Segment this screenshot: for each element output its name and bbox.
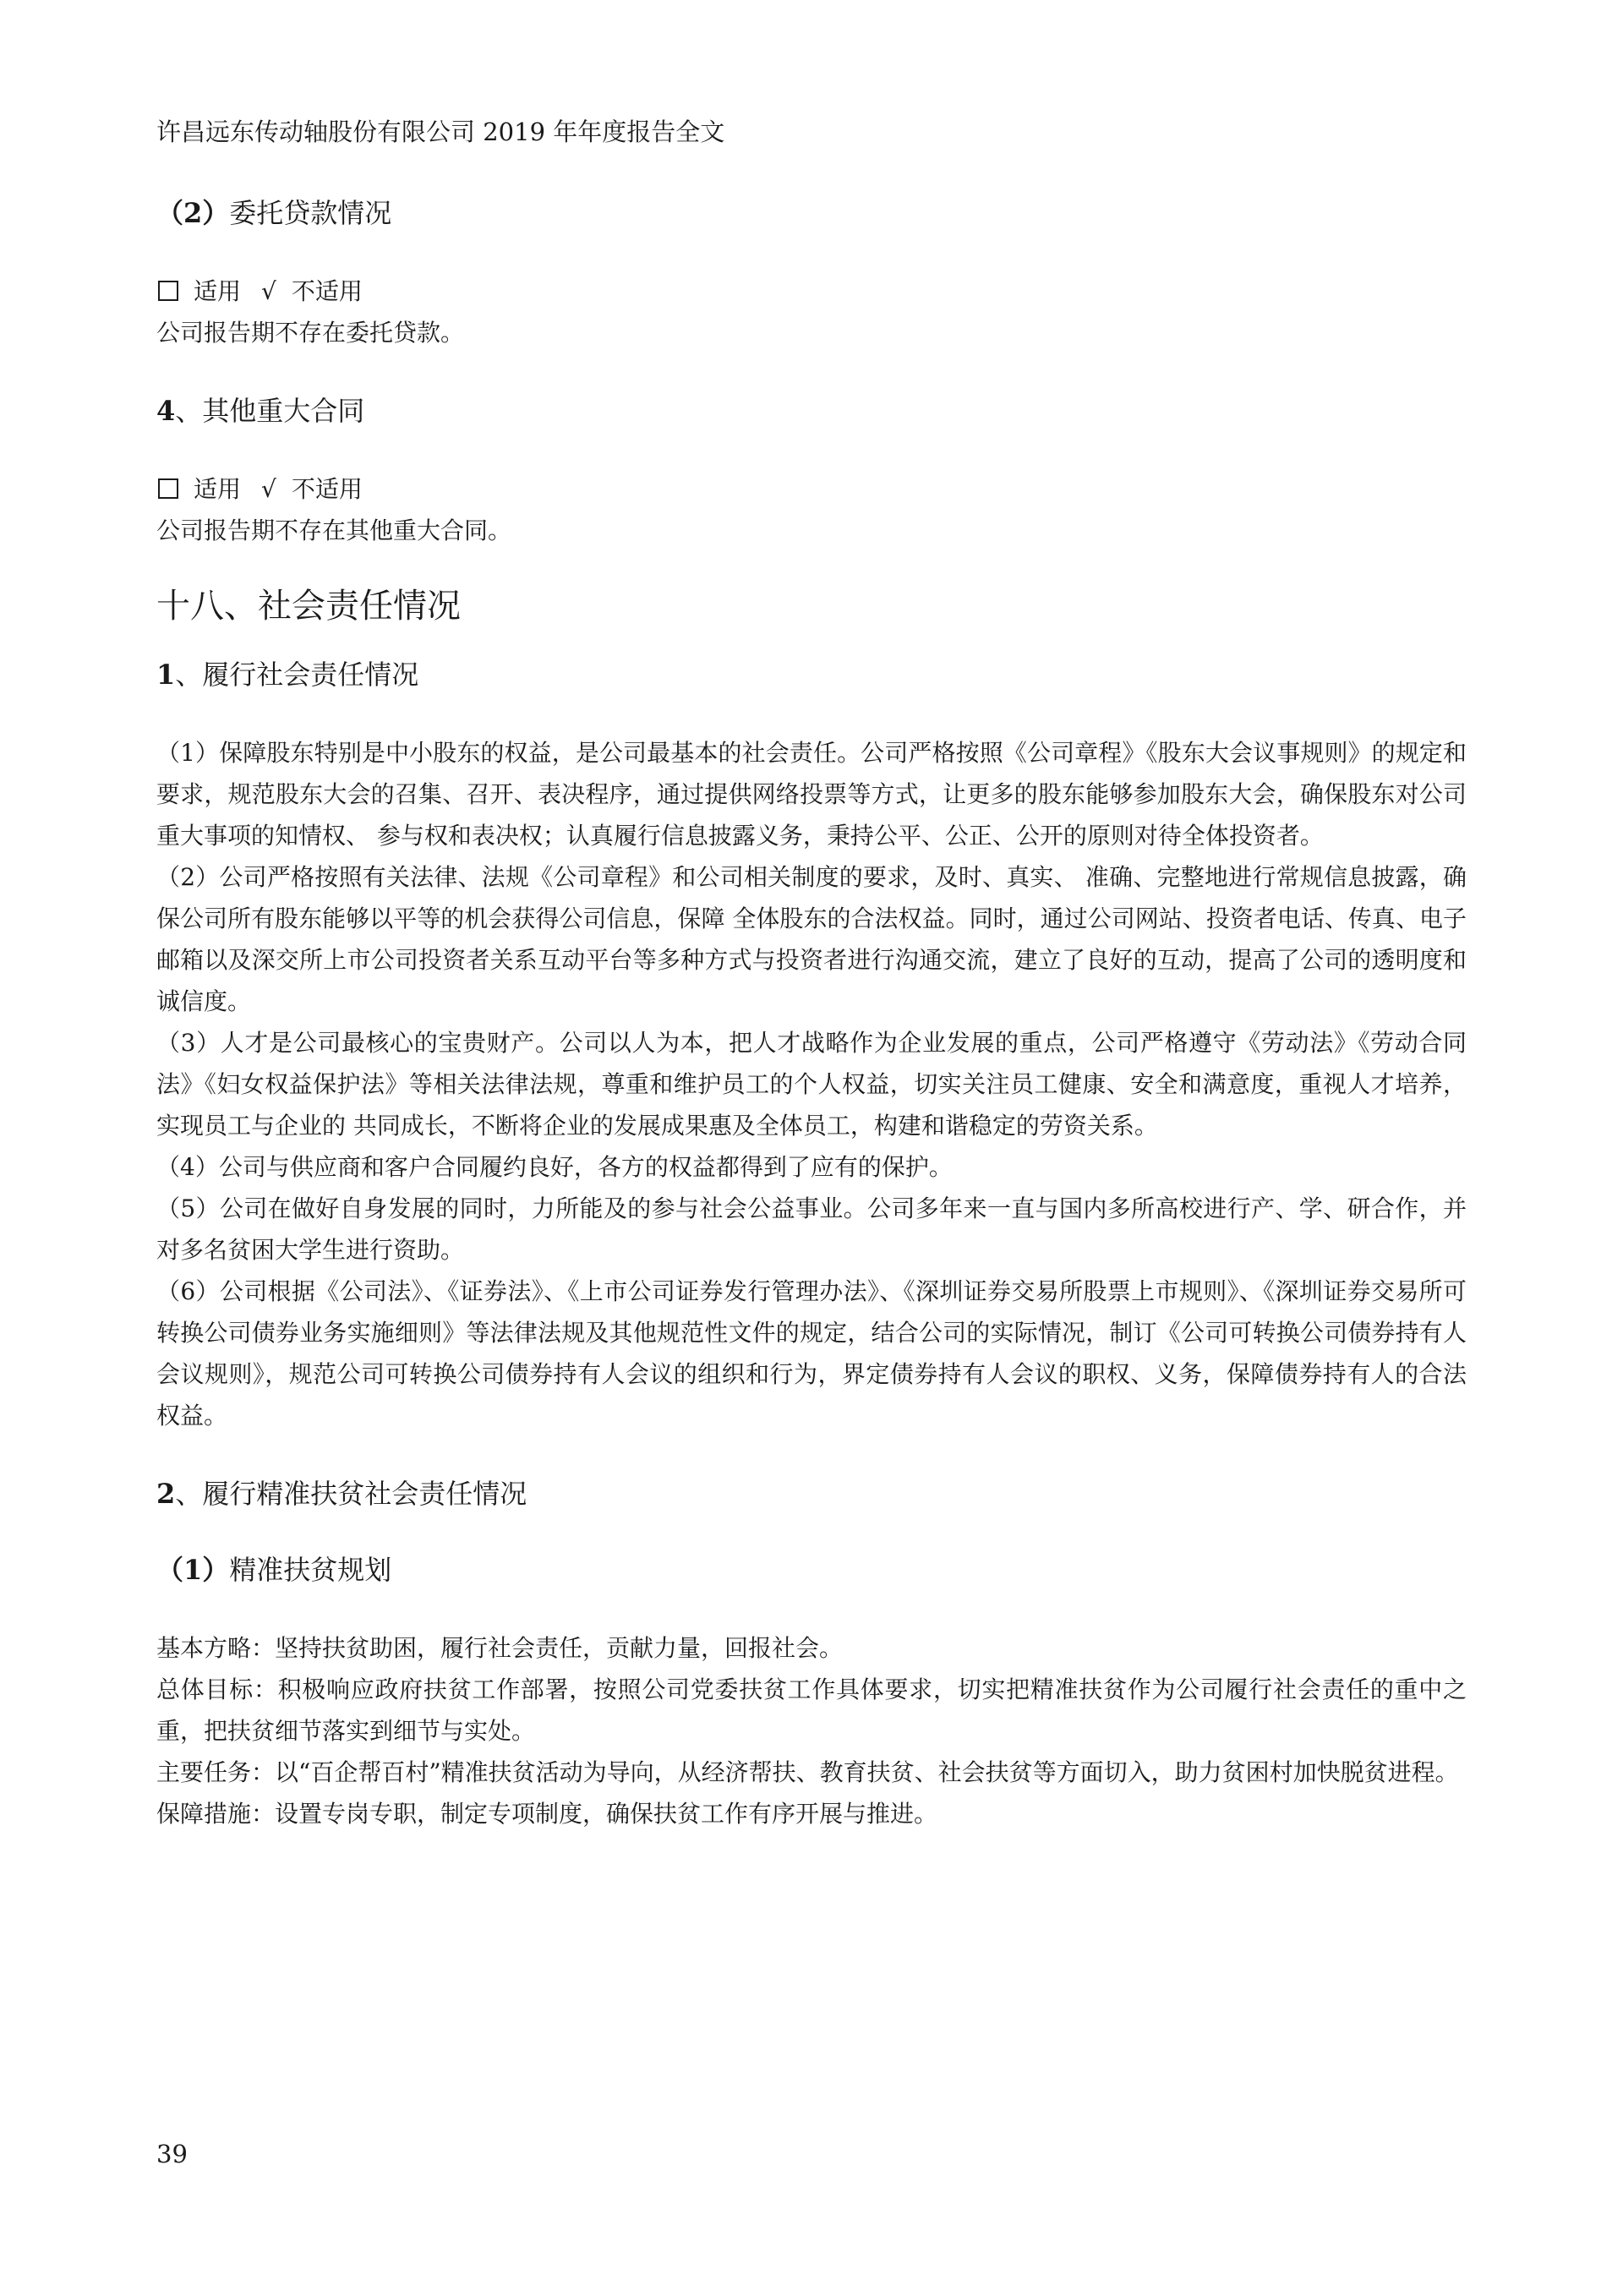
paragraph: （4）公司与供应商和客户合同履约良好，各方的权益都得到了应有的保护。 (156, 1153, 953, 1181)
applicability-row-other-contracts (156, 468, 1467, 510)
check-mark-icon: √ (261, 277, 276, 305)
paragraph: 总体目标：积极响应政府扶贫工作部署，按照公司党委扶贫工作具体要求，切实把精准扶贫作为公司履行社会责任的重中之重，把扶贫细节落实到细节与实处。 (156, 1676, 1467, 1745)
entrusted-loans-statement: 公司报告期不存在委托贷款。 (156, 319, 465, 347)
check-mark-icon: √ (261, 475, 276, 503)
heading-text: 委托贷款情况 (229, 197, 392, 229)
heading-text: 、履行精准扶贫社会责任情况 (175, 1478, 527, 1510)
applicability-row-entrusted-loans (156, 271, 1467, 312)
heading-other-contracts (156, 392, 1467, 429)
poverty-plan-paragraphs (156, 1627, 1467, 1834)
not-applicable-label: 不适用 (291, 475, 363, 503)
paragraph: 基本方略：坚持扶贫助困，履行社会责任，贡献力量，回报社会。 (156, 1634, 844, 1662)
heading-poverty-alleviation (156, 1475, 1467, 1512)
paragraph: 保障措施：设置专岗专职，制定专项制度，确保扶贫工作有序开展与推进。 (156, 1800, 938, 1828)
unchecked-box-icon (158, 281, 178, 301)
heading-number: （1） (156, 1554, 230, 1586)
paragraph: （3）人才是公司最核心的宝贵财产。公司以人为本，把人才战略作为企业发展的重点，公司严格遵守《劳动法》《劳动合同法》《妇女权益保护法》等相关法律法规，尊重和维护员工的个人权益，切实关注员工健康、安全和满意度，重视人才培养，实现员工与企业的 共同成长，不断将企业的发展成果惠及全体员工，构建和谐稳定的劳资关系。 (156, 1029, 1467, 1140)
applicable-label: 适用 (194, 475, 242, 503)
page-number: 39 (156, 2140, 188, 2168)
paragraph: （6）公司根据《公司法》、《证券法》、《上市公司证券发行管理办法》、《深圳证券交易所股票上市规则》、《深圳证券交易所可转换公司债券业务实施细则》等法律法规及其他规范性文件的规定，结合公司的实际情况，制订《公司可转换公司债券持有人会议规则》，规范公司可转换公司债券持有人会议的组织和行为，界定债券持有人会议的职权、义务，保障债券持有人的合法权益。 (156, 1277, 1467, 1430)
heading-entrusted-loans (156, 194, 1467, 232)
social-responsibility-paragraphs (156, 732, 1467, 1436)
paragraph: （5）公司在做好自身发展的同时，力所能及的参与社会公益事业。公司多年来一直与国内多所高校进行产、学、研合作，并对多名贫困大学生进行资助。 (156, 1194, 1467, 1264)
running-header: 许昌远东传动轴股份有限公司 2019 年年度报告全文 (156, 118, 725, 146)
heading-number: 4 (156, 395, 176, 427)
page-content (156, 194, 1467, 1834)
heading-number: 2 (156, 1478, 176, 1510)
heading-fulfil-social-responsibility (156, 656, 1467, 693)
heading-text: 、其他重大合同 (175, 395, 365, 427)
heading-social-responsibility: 十八、社会责任情况 (156, 587, 461, 626)
heading-number: 1 (156, 659, 176, 691)
paragraph: （2）公司严格按照有关法律、法规《公司章程》和公司相关制度的要求，及时、真实、 准确、完整地进行常规信息披露，确保公司所有股东能够以平等的机会获得公司信息，保障 全体股东的合法权益。同时，通过公司网站、投资者电话、传真、电子邮箱以及深交所上市公司投资者关系互动平台等多种方式与投资者进行沟通交流，建立了良好的互动，提高了公司的透明度和诚信度。 (156, 863, 1467, 1015)
unchecked-box-icon (158, 478, 178, 499)
paragraph: （1）保障股东特别是中小股东的权益，是公司最基本的社会责任。公司严格按照《公司章程》《股东大会议事规则》的规定和要求，规范股东大会的召集、召开、表决程序，通过提供网络投票等方式，让更多的股东能够参加股东大会，确保股东对公司重大事项的知情权、 参与权和表决权；认真履行信息披露义务，秉持公平、公正、公开的原则对待全体投资者。 (156, 739, 1467, 850)
heading-poverty-plan (156, 1551, 1467, 1588)
heading-text: 、履行社会责任情况 (175, 659, 419, 691)
applicable-label: 适用 (194, 277, 242, 305)
paragraph: 主要任务：以“百企帮百村”精准扶贫活动为导向，从经济帮扶、教育扶贫、社会扶贫等方面切入，助力贫困村加快脱贫进程。 (156, 1758, 1459, 1786)
heading-text: 精准扶贫规划 (229, 1554, 392, 1586)
not-applicable-label: 不适用 (291, 277, 363, 305)
heading-number: （2） (156, 197, 230, 229)
other-contracts-statement: 公司报告期不存在其他重大合同。 (156, 517, 512, 544)
